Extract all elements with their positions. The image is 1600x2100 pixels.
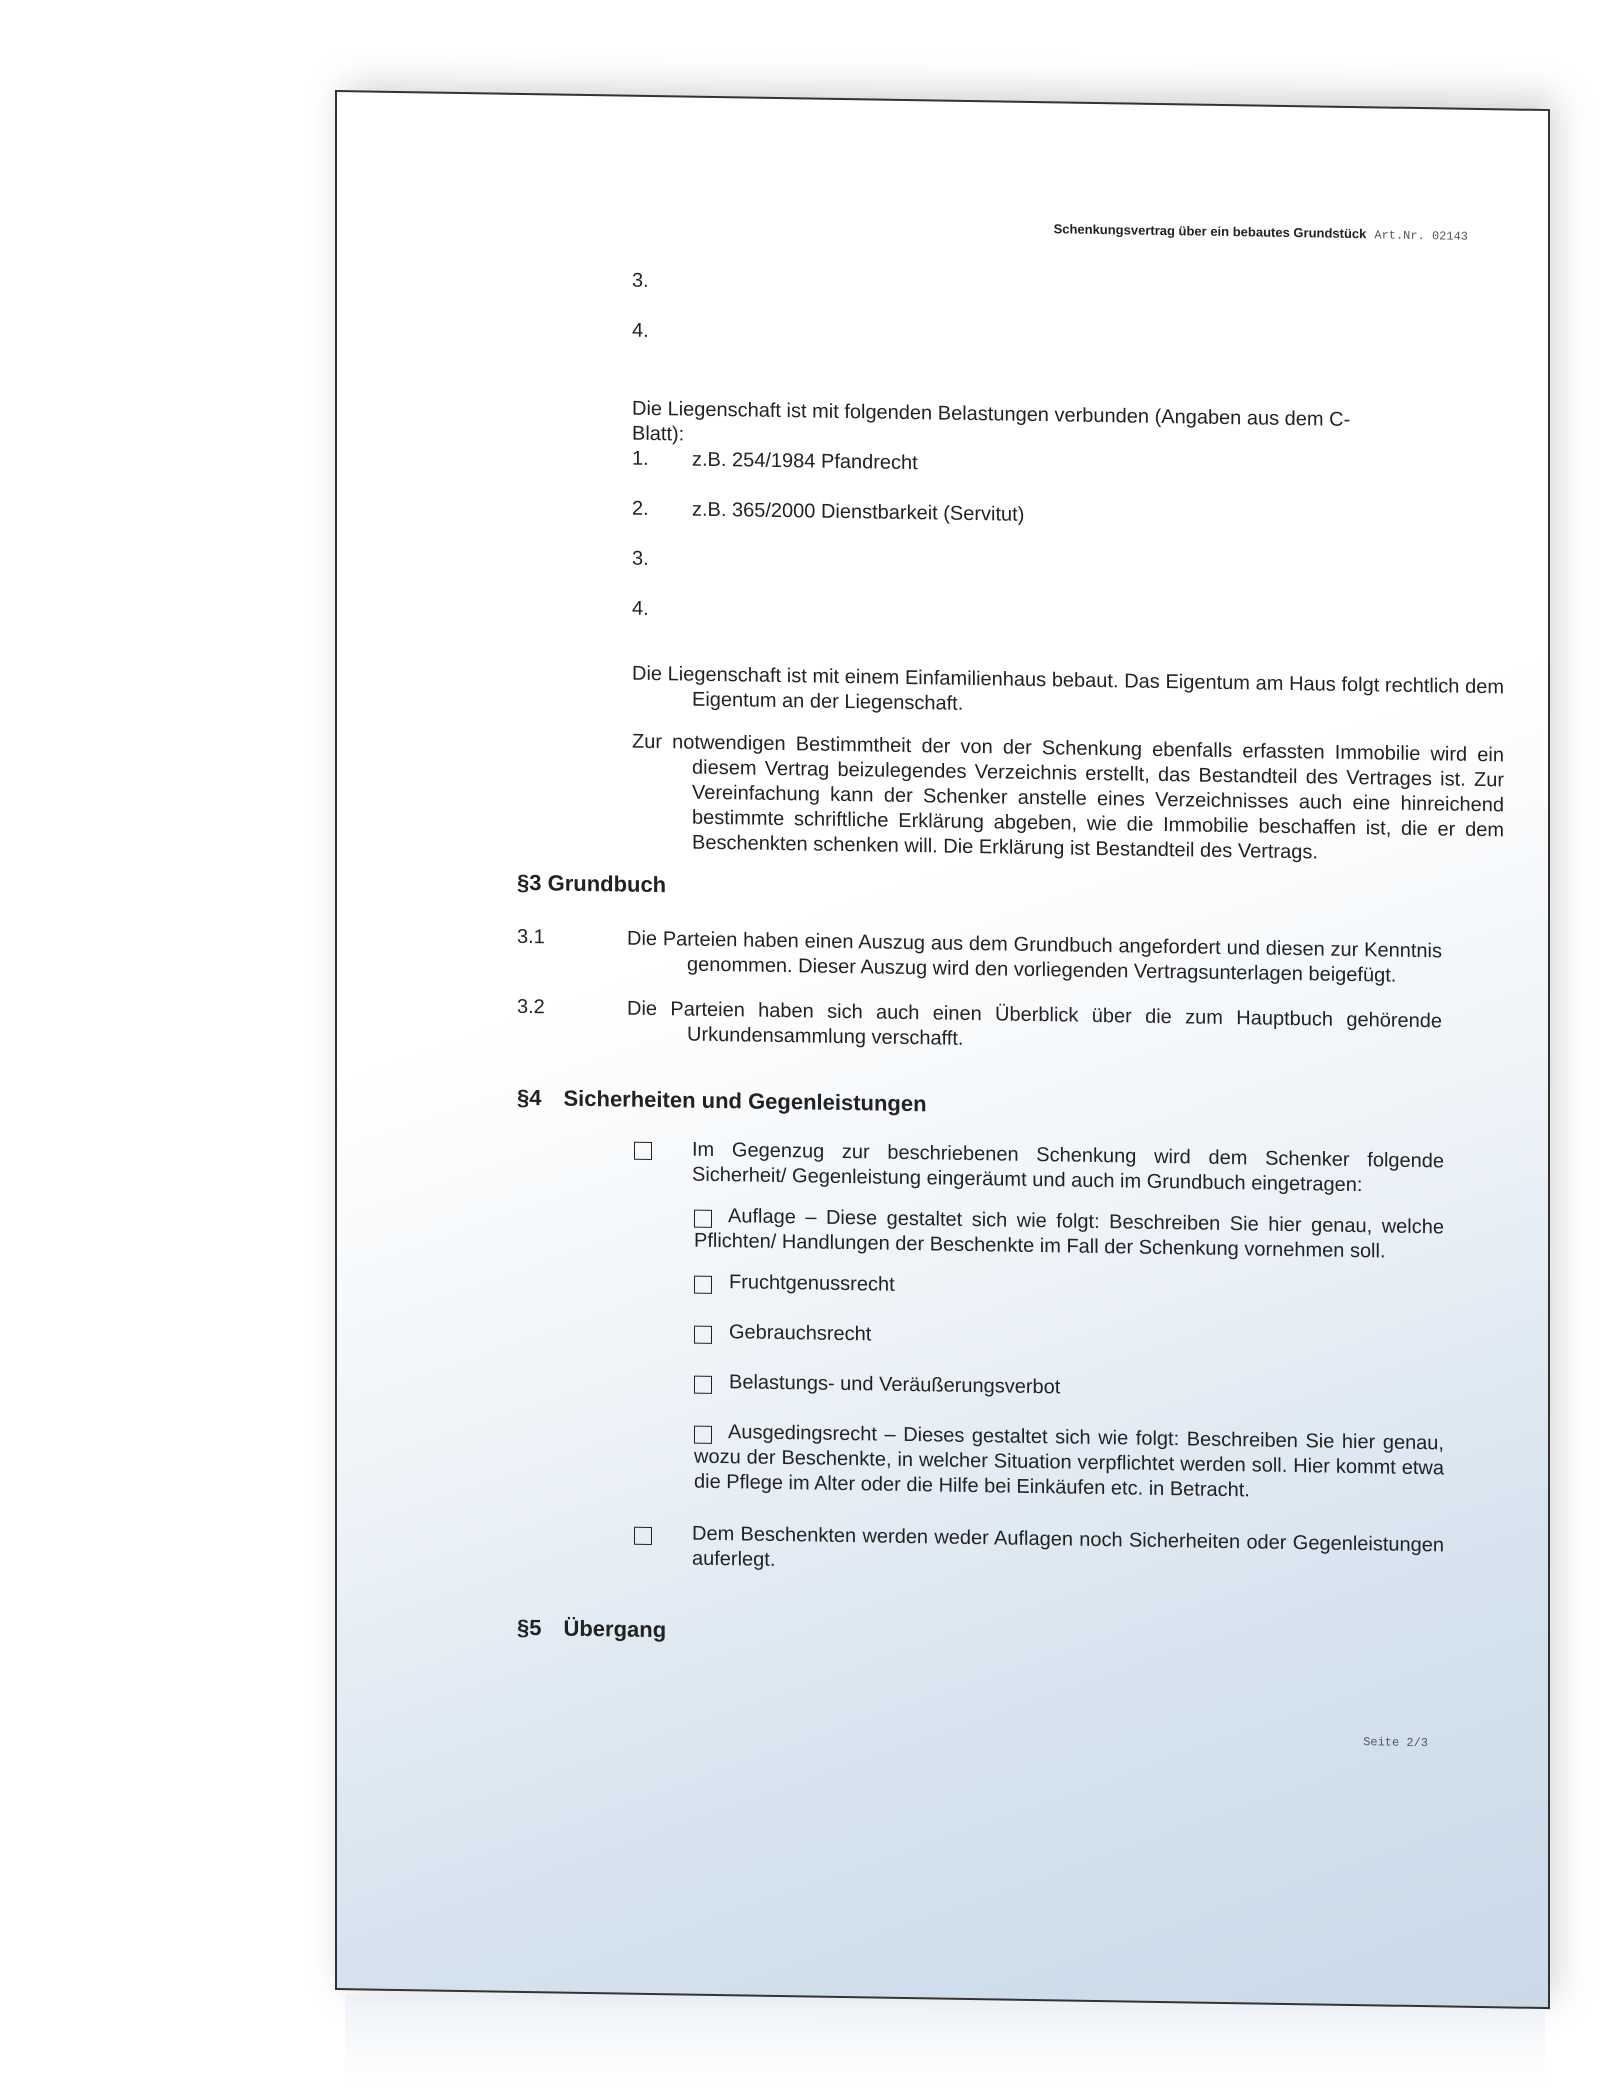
clause-number: 3.2 bbox=[517, 995, 545, 1019]
clause-text: Die Parteien haben sich auch einen Überblick über die zum Hauptbuch gehörende Urkundensammlung verschafft. bbox=[627, 997, 1442, 1050]
list-number: 1. bbox=[632, 447, 649, 470]
list-text: z.B. 254/1984 Pfandrecht bbox=[692, 448, 918, 475]
list-text: z.B. 365/2000 Dienstbarkeit (Servitut) bbox=[692, 498, 1025, 526]
list-number: 4. bbox=[632, 597, 649, 620]
clause-text: Die Parteien haben einen Auszug aus dem Grundbuch angefordert und diesen zur Kenntnis genommen. Dieser Auszug wird den vorliegenden Vertragsunterlagen beigefügt. bbox=[627, 927, 1442, 987]
paragraph-bestimmtheit: Zur notwendigen Bestimmtheit der von der Schenkung ebenfalls erfassten Immobilie wird ein diesem Vertrag beizulegendes Verzeichnis erstellt, das Bestandteil des Vertrages ist. Zur Vereinfachung kann der Schenker anstelle eines Verzeichnisses auch eine hinreichend bestimmte schriftliche Erklärung abgeben, wie die Immobilie beschaffen ist, die er dem Beschenkten schenken will. Die Erklärung ist Bestandteil des Vertrags. bbox=[632, 730, 1504, 864]
checkbox-icon bbox=[634, 1142, 652, 1160]
option1-text: Im Gegenzug zur beschriebenen Schenkung wird dem Schenker folgende Sicherheit/ Gegenleistung eingeräumt und auch im Grundbuch eingetragen: bbox=[692, 1138, 1444, 1197]
list-number: 3. bbox=[632, 547, 649, 570]
list-item bbox=[632, 447, 918, 476]
checkbox-icon bbox=[694, 1376, 712, 1394]
list-item: 3. bbox=[632, 269, 649, 292]
list-item: 4. bbox=[632, 319, 649, 342]
ausgedingsrecht-text: Ausgedingsrecht – Dieses gestaltet sich wie folgt: Beschreiben Sie hier genau, wozu der Beschenkte, in welcher Situation verpflichtet werden soll. Hier kommt etwa die Pflege im Alter oder die Hilfe bei Einkäufen etc. in Betracht. bbox=[694, 1421, 1444, 1502]
section-title-uebergang bbox=[517, 1615, 666, 1643]
option2-text: Dem Beschenkten werden weder Auflagen noch Sicherheiten oder Gegenleistungen auferlegt. bbox=[692, 1522, 1444, 1571]
paragraph-bebauung: Die Liegenschaft ist mit einem Einfamilienhaus bebaut. Das Eigentum am Haus folgt rechtlich dem Eigentum an der Liegenschaft. bbox=[632, 662, 1504, 715]
section-heading: Übergang bbox=[563, 1615, 667, 1643]
option2-checkbox[interactable] bbox=[634, 1527, 652, 1546]
checkbox-icon bbox=[634, 1527, 652, 1545]
clause-3-1 bbox=[517, 925, 1442, 990]
auflage-text: Auflage – Diese gestaltet sich wie folgt: Beschreiben Sie hier genau, welche Pflichten/ Handlungen der Beschenkte im Fall der Schenkung vornehmen soll. bbox=[694, 1205, 1444, 1263]
list-number: 2. bbox=[632, 497, 649, 520]
option1-checkbox[interactable] bbox=[634, 1142, 652, 1161]
gebrauchsrecht-checkbox[interactable] bbox=[694, 1326, 712, 1345]
page-number: Seite 2/3 bbox=[1363, 1735, 1428, 1751]
section-heading: Sicherheiten und Gegenleistungen bbox=[563, 1085, 927, 1117]
document-page bbox=[335, 90, 1550, 2009]
veraeusserungsverbot-label: Belastungs- und Veräußerungsverbot bbox=[729, 1371, 1061, 1399]
clause-number: 3.1 bbox=[517, 925, 545, 949]
list-item bbox=[632, 597, 692, 623]
clause-3-2 bbox=[517, 995, 1442, 1060]
checkbox-icon bbox=[694, 1326, 712, 1344]
gebrauchsrecht-label: Gebrauchsrecht bbox=[729, 1321, 872, 1346]
checkbox-icon bbox=[694, 1276, 712, 1294]
section-title-sicherheiten bbox=[517, 1085, 927, 1117]
list-item bbox=[632, 497, 1024, 528]
section-number: §4 bbox=[517, 1084, 542, 1111]
section-number: §5 bbox=[517, 1614, 542, 1641]
page-reflection bbox=[345, 1995, 1545, 2085]
veraeusserungsverbot-checkbox[interactable] bbox=[694, 1376, 712, 1395]
fruchtgenussrecht-checkbox[interactable] bbox=[694, 1276, 712, 1295]
page-header bbox=[1054, 221, 1468, 244]
belastungen-intro: Die Liegenschaft ist mit folgenden Belastungen verbunden (Angaben aus dem C-Blatt): bbox=[632, 397, 1351, 446]
list-item bbox=[632, 547, 692, 573]
article-number: Art.Nr. 02143 bbox=[1374, 228, 1468, 244]
section-title-grundbuch: §3 Grundbuch bbox=[517, 869, 667, 898]
fruchtgenussrecht-label: Fruchtgenussrecht bbox=[729, 1271, 895, 1296]
header-title: Schenkungsvertrag über ein bebautes Grundstück bbox=[1053, 221, 1367, 242]
